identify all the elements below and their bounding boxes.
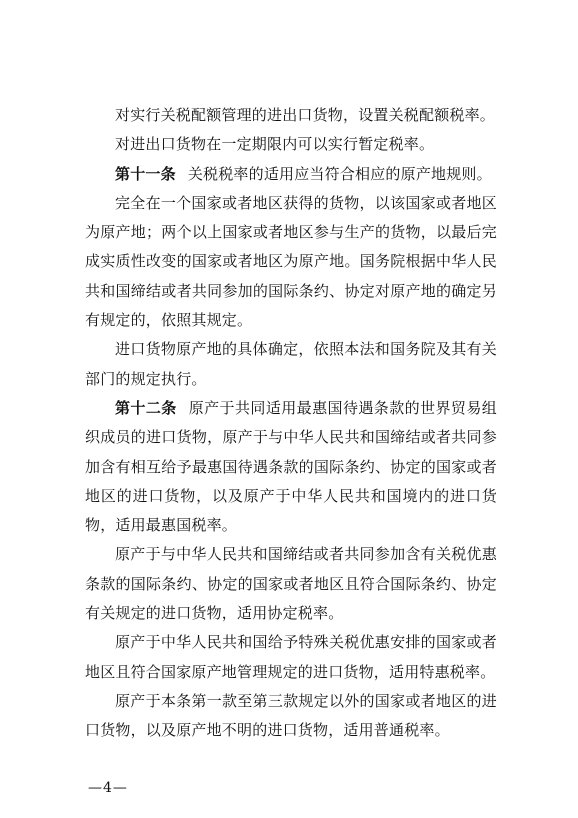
body-text [85,101,497,746]
paragraph-text: 对实行关税配额管理的进出口货物，设置关税配额税率。 [115,106,496,124]
article-heading: 第十二条 [115,398,177,417]
paragraph-article-11 [85,160,497,189]
paragraph-text: 原产于与中华人民共和国缔结或者共同参加含有关税优惠条款的国际条约、协定的国家或者地区且符合国际条约、协定有关规定的进口货物，适用协定税率。 [85,545,497,623]
page-number: —4— [88,780,128,796]
article-heading: 第十一条 [115,164,176,183]
paragraph-provisional-rate [85,130,497,159]
paragraph-origin-determination [85,335,497,394]
paragraph-text: 进口货物原产地的具体确定，依照本法和国务院及其有关部门的规定执行。 [85,340,497,388]
paragraph-text: 原产于中华人民共和国给予特殊关税优惠安排的国家或者地区且符合国家原产地管理规定的进口货物，适用特惠税率。 [85,633,497,681]
paragraph-agreement-rate [85,540,497,628]
paragraph-origin-rules [85,189,497,335]
paragraph-article-12 [85,394,497,540]
paragraph-text: 关税税率的适用应当符合相应的原产地规则。 [187,164,492,183]
paragraph-quota-rate [85,101,497,130]
paragraph-preferential-rate [85,628,497,687]
paragraph-text: 完全在一个国家或者地区获得的货物，以该国家或者地区为原产地；两个以上国家或者地区参与生产的货物，以最后完成实质性改变的国家或者地区为原产地。国务院根据中华人民共和国缔结或者共同参加的国际条约、协定对原产地的确定另有规定的，依照其规定。 [85,193,497,330]
paragraph-text: 原产于共同适用最惠国待遇条款的世界贸易组织成员的进口货物，原产于与中华人民共和国缔结或者共同参加含有相互给予最惠国待遇条款的国际条约、协定的国家或者地区的进口货物，以及原产于中华人民共和国境内的进口货物，适用最惠国税率。 [85,398,497,535]
paragraph-general-rate [85,687,497,746]
paragraph-text: 原产于本条第一款至第三款规定以外的国家或者地区的进口货物，以及原产地不明的进口货物，适用普通税率。 [85,691,497,740]
paragraph-text: 对进出口货物在一定期限内可以实行暂定税率。 [115,135,435,154]
